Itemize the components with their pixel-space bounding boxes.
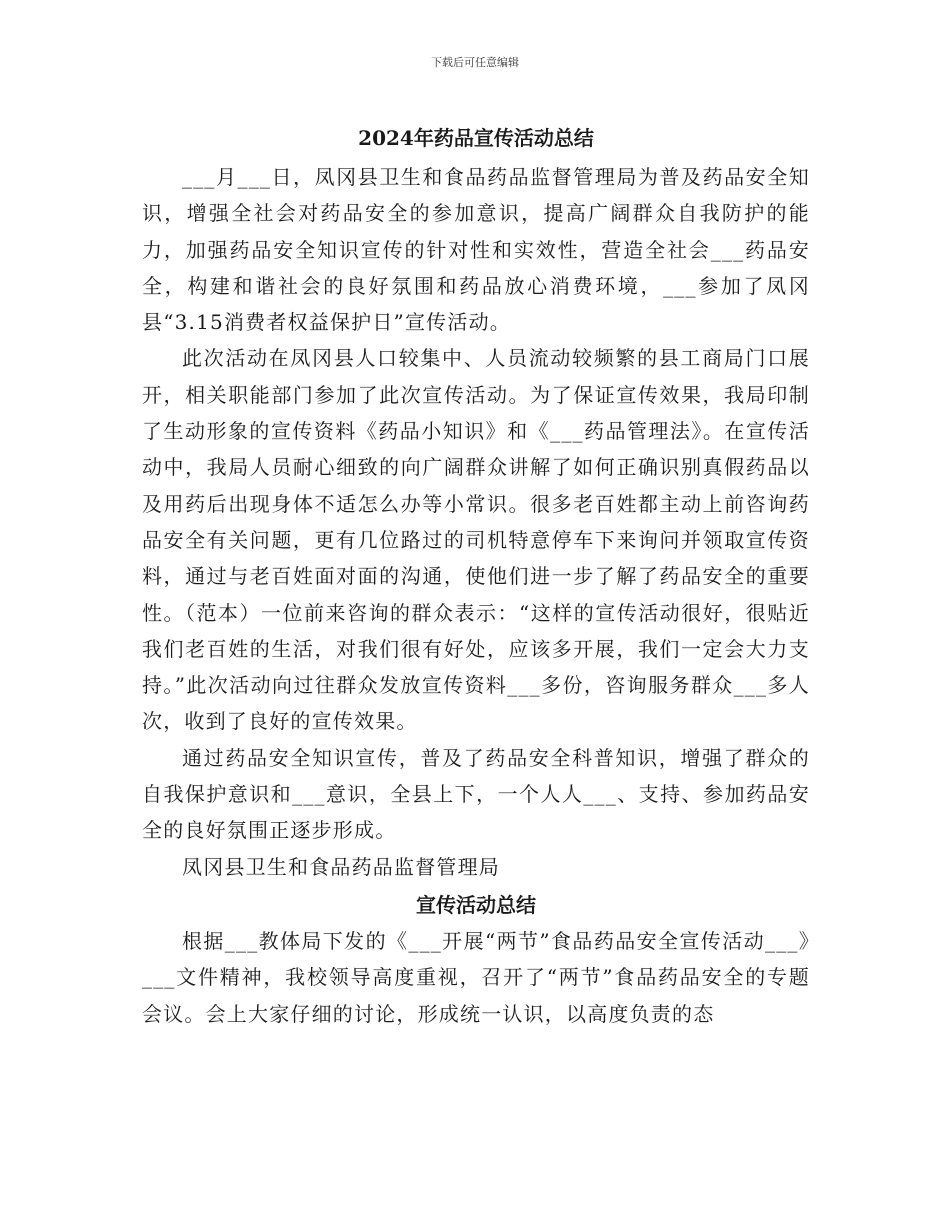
paragraph-2: 此次活动在凤冈县人口较集中、人员流动较频繁的县工商局门口展开，相关职能部门参加了此次宣传活动。为了保证宣传效果，我局印制了生动形象的宣传资料《药品小知识》和《___药品管理法》。在宣传活动中，我局人员耐心细致的向广阔群众讲解了如何正确识别真假药品以及用药后出现身体不适怎么办等小常识。很多老百姓都主动上前咨询药品安全有关问题，更有几位路过的司机特意停车下来询问并领取宣传资料，通过与老百姓面对面的沟通，使他们进一步了解了药品安全的重要性。（范本）一位前来咨询的群众表示：“这样的宣传活动很好，很贴近我们老百姓的生活，对我们很有好处，应该多开展，我们一定会大力支持。”此次活动向过往群众发放宣传资料___多份，咨询服务群众___多人次，收到了良好的宣传效果。 [142,346,810,734]
page-header-note: 下载后可任意编辑 [431,56,519,69]
paragraph-1: ___月___日，凤冈县卫生和食品药品监督管理局为普及药品安全知识，增强全社会对药品安全的参加意识，提高广阔群众自我防护的能力，加强药品安全知识宣传的针对性和实效性，营造全社会___药品安全，构建和谐社会的良好氛围和药品放心消费环境，___参加了凤冈县“3.15消费者权益保护日”宣传活动。 [142,165,810,335]
section-title: 宣传活动总结 [416,892,536,917]
signature: 凤冈县卫生和食品药品监督管理局 [182,854,500,879]
document-body [142,120,810,1032]
paragraph-3: 通过药品安全知识宣传，普及了药品安全科普知识，增强了群众的自我保护意识和___意识，全县上下，一个人人___、支持、参加药品安全的良好氛围正逐步形成。 [142,745,810,843]
document-title: 2024年药品宣传活动总结 [358,126,594,150]
paragraph-4: 根据___教体局下发的《___开展“两节”食品药品安全宣传活动___》___文件精神，我校领导高度重视，召开了“两节”食品药品安全的专题会议。会上大家仔细的讨论，形成统一认识，以高度负责的态 [142,928,810,1026]
